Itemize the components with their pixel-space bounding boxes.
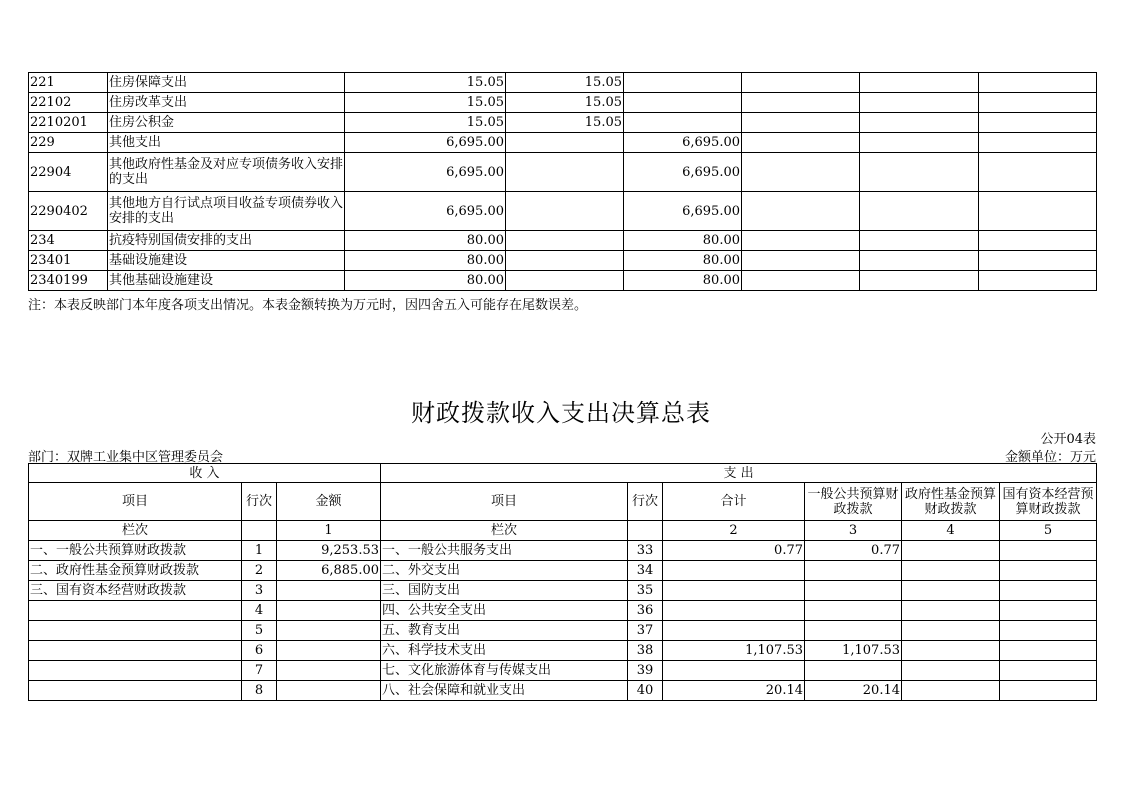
income-amount-header: 金额 [277, 483, 381, 521]
expense-line-number: 33 [628, 541, 663, 561]
empty-cell [860, 93, 979, 113]
income-item-header: 项目 [29, 483, 242, 521]
total-amount: 6,695.00 [345, 133, 506, 153]
expense-total [663, 581, 805, 601]
table-row [29, 73, 1097, 93]
income-amount [277, 601, 381, 621]
state-capital-amount [1000, 641, 1097, 661]
gov-fund-amount [902, 681, 1000, 701]
subject-code: 22102 [29, 93, 108, 113]
state-capital-amount [1000, 621, 1097, 641]
income-line-number: 2 [242, 561, 277, 581]
income-line-number: 3 [242, 581, 277, 601]
gov-fund-amount [902, 601, 1000, 621]
basic-expense [506, 271, 624, 291]
expense-line-number: 36 [628, 601, 663, 621]
expense-line-number: 40 [628, 681, 663, 701]
column-index: 3 [805, 521, 902, 541]
table-row [29, 601, 1097, 621]
general-budget-amount [805, 661, 902, 681]
total-amount: 6,695.00 [345, 153, 506, 192]
empty-cell [979, 192, 1097, 231]
income-item [29, 641, 242, 661]
subject-name: 其他基础设施建设 [108, 271, 345, 291]
table-row [29, 192, 1097, 231]
project-expense [624, 73, 742, 93]
total-amount: 15.05 [345, 113, 506, 133]
empty-cell [860, 192, 979, 231]
subject-name: 基础设施建设 [108, 251, 345, 271]
subject-code: 2340199 [29, 271, 108, 291]
empty-cell [979, 73, 1097, 93]
expense-line-number: 37 [628, 621, 663, 641]
expense-total [663, 561, 805, 581]
project-expense: 80.00 [624, 231, 742, 251]
empty-cell [742, 231, 860, 251]
table-row [29, 581, 1097, 601]
income-item [29, 661, 242, 681]
general-budget-amount: 0.77 [805, 541, 902, 561]
empty-cell [979, 113, 1097, 133]
total-amount: 80.00 [345, 231, 506, 251]
income-line-number: 7 [242, 661, 277, 681]
general-budget-header: 一般公共预算财政拨款 [805, 483, 902, 521]
page-title: 财政拨款收入支出决算总表 [411, 399, 711, 427]
project-expense: 6,695.00 [624, 153, 742, 192]
subject-name: 其他地方自行试点项目收益专项债券收入安排的支出 [108, 192, 345, 231]
subject-name: 抗疫特别国债安排的支出 [108, 231, 345, 251]
basic-expense: 15.05 [506, 93, 624, 113]
table-row [29, 113, 1097, 133]
table-row [29, 681, 1097, 701]
subject-code: 234 [29, 231, 108, 251]
expense-item: 七、文化旅游体育与传媒支出 [381, 661, 628, 681]
income-amount [277, 681, 381, 701]
expense-item: 二、外交支出 [381, 561, 628, 581]
empty-cell [979, 231, 1097, 251]
expense-item: 三、国防支出 [381, 581, 628, 601]
expense-total [663, 601, 805, 621]
expense-item: 四、公共安全支出 [381, 601, 628, 621]
project-expense: 80.00 [624, 251, 742, 271]
column-index: 4 [902, 521, 1000, 541]
expense-section-header: 支 出 [381, 464, 1097, 483]
income-item [29, 601, 242, 621]
table-row [29, 561, 1097, 581]
table-note: 注：本表反映部门本年度各项支出情况。本表金额转换为万元时，因四舍五入可能存在尾数误差。 [28, 298, 588, 313]
total-amount: 15.05 [345, 93, 506, 113]
expense-line-header: 行次 [628, 483, 663, 521]
empty-cell [742, 271, 860, 291]
table-row [29, 231, 1097, 251]
subject-code: 23401 [29, 251, 108, 271]
empty-cell [860, 133, 979, 153]
income-line-number: 5 [242, 621, 277, 641]
expense-total: 0.77 [663, 541, 805, 561]
table-row [29, 661, 1097, 681]
column-index-label: 栏次 [29, 521, 242, 541]
empty-cell [742, 153, 860, 192]
column-index: 1 [277, 521, 381, 541]
gov-fund-amount [902, 621, 1000, 641]
empty-cell [860, 113, 979, 133]
table-row [29, 133, 1097, 153]
department-label: 部门：双牌工业集中区管理委员会 [28, 450, 224, 465]
gov-fund-amount [902, 661, 1000, 681]
empty-cell [742, 251, 860, 271]
basic-expense [506, 153, 624, 192]
amount-unit-label: 金额单位：万元 [1004, 450, 1096, 465]
empty-cell [628, 521, 663, 541]
basic-expense [506, 231, 624, 251]
empty-cell [860, 73, 979, 93]
subject-code: 2210201 [29, 113, 108, 133]
expense-line-number: 38 [628, 641, 663, 661]
income-amount [277, 621, 381, 641]
empty-cell [860, 153, 979, 192]
project-expense [624, 113, 742, 133]
state-capital-amount [1000, 681, 1097, 701]
income-item [29, 681, 242, 701]
general-budget-amount [805, 621, 902, 641]
empty-cell [742, 113, 860, 133]
income-line-number: 6 [242, 641, 277, 661]
project-expense: 6,695.00 [624, 133, 742, 153]
expense-item-header: 项目 [381, 483, 628, 521]
subject-code: 22904 [29, 153, 108, 192]
basic-expense [506, 133, 624, 153]
income-line-number: 1 [242, 541, 277, 561]
empty-cell [979, 93, 1097, 113]
expense-item: 一、一般公共服务支出 [381, 541, 628, 561]
state-capital-amount [1000, 581, 1097, 601]
state-capital-amount [1000, 601, 1097, 621]
column-index: 5 [1000, 521, 1097, 541]
basic-expense [506, 192, 624, 231]
empty-cell [742, 192, 860, 231]
project-expense: 6,695.00 [624, 192, 742, 231]
gov-fund-header: 政府性基金预算财政拨款 [902, 483, 1000, 521]
empty-cell [979, 251, 1097, 271]
table-row [29, 621, 1097, 641]
income-amount [277, 661, 381, 681]
state-capital-amount [1000, 541, 1097, 561]
income-item: 三、国有资本经营财政拨款 [29, 581, 242, 601]
empty-cell [979, 133, 1097, 153]
state-capital-amount [1000, 661, 1097, 681]
subject-name: 住房公积金 [108, 113, 345, 133]
expense-item: 八、社会保障和就业支出 [381, 681, 628, 701]
subject-code: 2290402 [29, 192, 108, 231]
table-row [29, 251, 1097, 271]
total-amount: 6,695.00 [345, 192, 506, 231]
expense-line-number: 34 [628, 561, 663, 581]
total-amount: 80.00 [345, 251, 506, 271]
table-row [29, 541, 1097, 561]
empty-cell [742, 93, 860, 113]
subject-code: 221 [29, 73, 108, 93]
income-amount [277, 641, 381, 661]
state-capital-header: 国有资本经营预算财政拨款 [1000, 483, 1097, 521]
empty-cell [979, 153, 1097, 192]
table-row [29, 641, 1097, 661]
column-index: 2 [663, 521, 805, 541]
expense-total: 20.14 [663, 681, 805, 701]
income-item: 二、政府性基金预算财政拨款 [29, 561, 242, 581]
general-budget-amount: 1,107.53 [805, 641, 902, 661]
basic-expense: 15.05 [506, 113, 624, 133]
expense-line-number: 39 [628, 661, 663, 681]
empty-cell [860, 231, 979, 251]
empty-cell [242, 521, 277, 541]
subject-name: 住房保障支出 [108, 73, 345, 93]
expense-total [663, 621, 805, 641]
state-capital-amount [1000, 561, 1097, 581]
gov-fund-amount [902, 581, 1000, 601]
subject-code: 229 [29, 133, 108, 153]
expense-total [663, 661, 805, 681]
project-expense: 80.00 [624, 271, 742, 291]
empty-cell [742, 133, 860, 153]
total-amount: 80.00 [345, 271, 506, 291]
empty-cell [860, 251, 979, 271]
expense-item: 六、科学技术支出 [381, 641, 628, 661]
general-budget-amount [805, 561, 902, 581]
total-amount: 15.05 [345, 73, 506, 93]
income-amount: 9,253.53 [277, 541, 381, 561]
income-line-number: 4 [242, 601, 277, 621]
table-row [29, 93, 1097, 113]
gov-fund-amount [902, 541, 1000, 561]
expenditure-detail-table [28, 72, 1097, 291]
fiscal-appropriation-summary-table [28, 463, 1097, 701]
basic-expense [506, 251, 624, 271]
gov-fund-amount [902, 561, 1000, 581]
empty-cell [742, 73, 860, 93]
project-expense [624, 93, 742, 113]
general-budget-amount: 20.14 [805, 681, 902, 701]
gov-fund-amount [902, 641, 1000, 661]
income-amount: 6,885.00 [277, 561, 381, 581]
expense-item: 五、教育支出 [381, 621, 628, 641]
subject-name: 其他政府性基金及对应专项债务收入安排的支出 [108, 153, 345, 192]
empty-cell [979, 271, 1097, 291]
general-budget-amount [805, 581, 902, 601]
income-item: 一、一般公共预算财政拨款 [29, 541, 242, 561]
income-item [29, 621, 242, 641]
expense-total: 1,107.53 [663, 641, 805, 661]
income-section-header: 收 入 [29, 464, 381, 483]
income-line-number: 8 [242, 681, 277, 701]
form-number: 公开04表 [1040, 432, 1096, 447]
income-amount [277, 581, 381, 601]
subject-name: 其他支出 [108, 133, 345, 153]
expense-total-header: 合计 [663, 483, 805, 521]
income-line-header: 行次 [242, 483, 277, 521]
column-index-label: 栏次 [381, 521, 628, 541]
empty-cell [860, 271, 979, 291]
subject-name: 住房改革支出 [108, 93, 345, 113]
expense-line-number: 35 [628, 581, 663, 601]
table-row [29, 271, 1097, 291]
general-budget-amount [805, 601, 902, 621]
basic-expense: 15.05 [506, 73, 624, 93]
table-row [29, 153, 1097, 192]
